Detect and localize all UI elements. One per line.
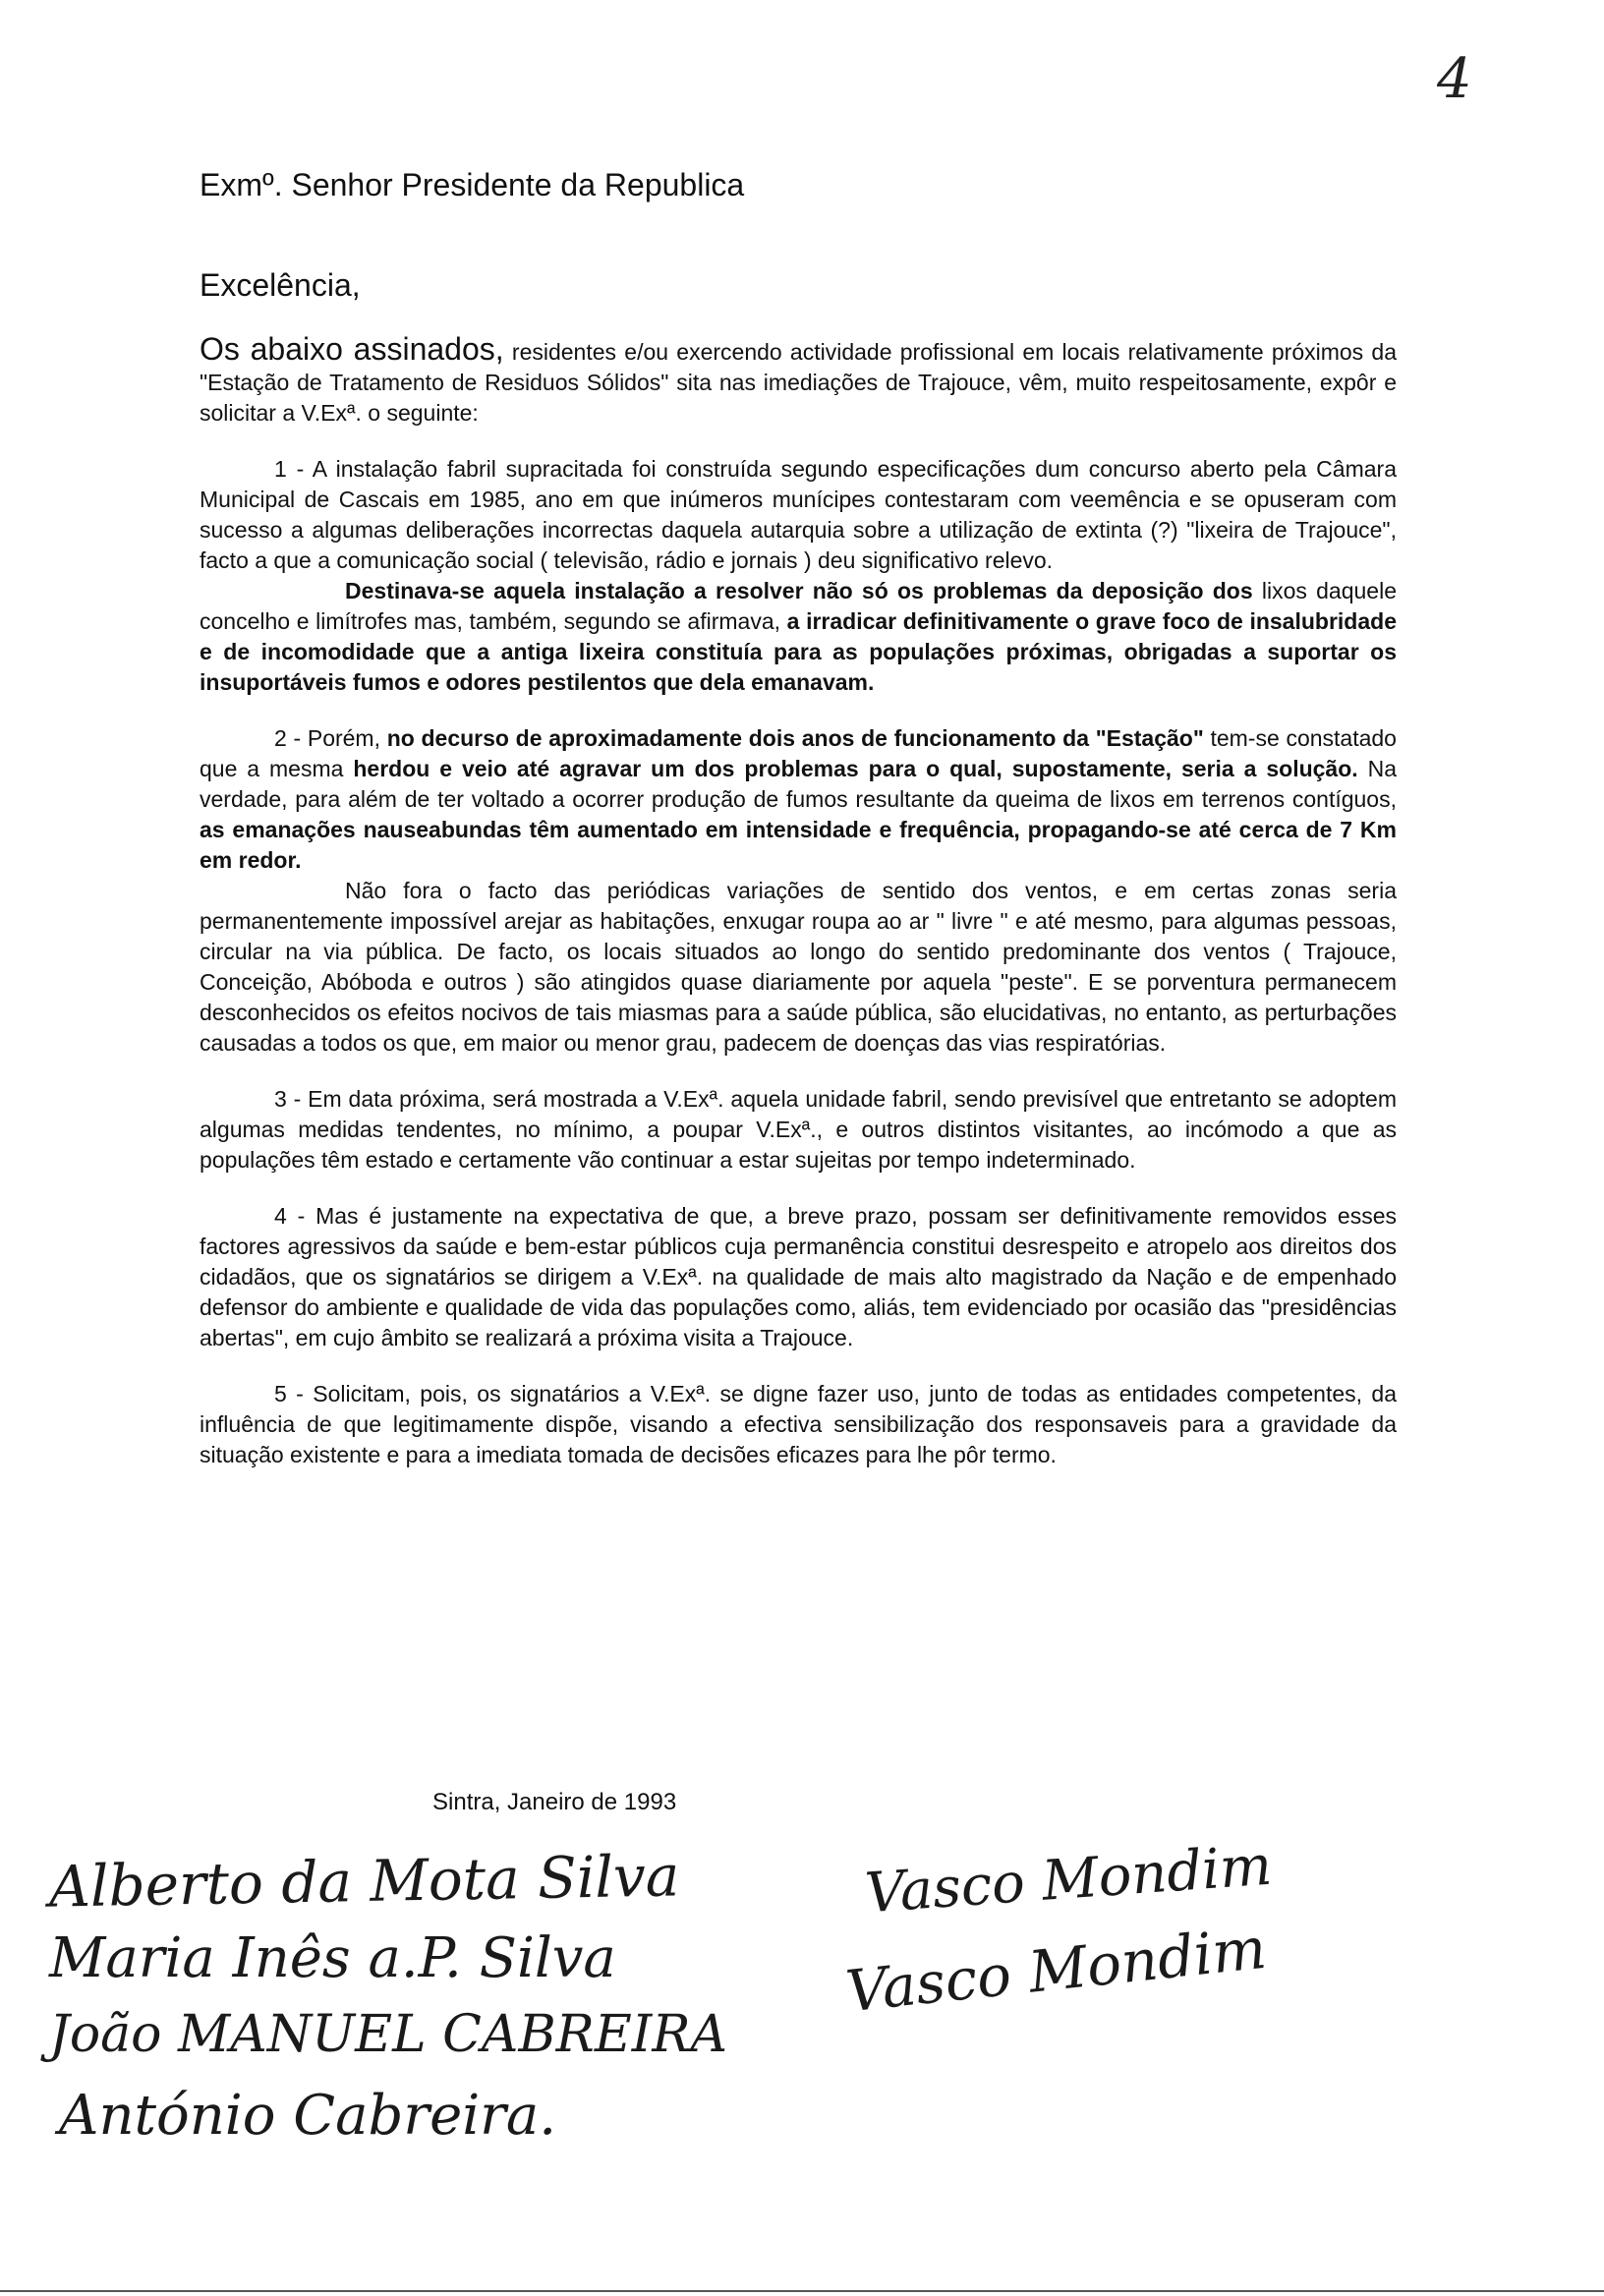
- signature-6: António Cabreira.: [59, 2084, 557, 2148]
- signature-1: Alberto da Mota Silva: [48, 1842, 680, 1921]
- page-number: 4: [1437, 47, 1472, 111]
- p2-a1: 2 - Porém,: [274, 725, 387, 751]
- letter-body: [200, 331, 1398, 1470]
- paragraph-2a: [200, 723, 1397, 876]
- p1-bold-1: Destinava-se aquela instalação a resolver não só os problemas da deposição dos: [345, 578, 1253, 603]
- paragraph-2b: Não fora o facto das periódicas variações de sentido dos ventos, e em certas zonas seria permanentemente impossível arejar as habitações, enxugar roupa ao ar " livre " e até mesmo, para algumas pessoas, circular na via pública. De facto, os locais situados ao longo do sentido predominante dos ventos ( Trajouce, Conceição, Abóboda e outros ) são atingidos quase diariamente por aquela "peste". E se porventura permanecem desconhecidos os efeitos nocivos de tais miasmas para a saúde pública, são elucidativas, no entanto, as perturbações causadas a todos os que, em maior ou menor grau, padecem de doenças das vias respiratórias.: [200, 878, 1397, 1056]
- paragraph-3: 3 - Em data próxima, será mostrada a V.Exª. aquela unidade fabril, sendo previsível que entretanto se adoptem algumas medidas tendentes, no mínimo, a poupar V.Exª., e outros distintos visitantes, ao incómodo a que as populações têm estado e certamente vão continuar a estar sujeitas por tempo indeterminado.: [200, 1086, 1397, 1173]
- p1-bold-2: a irradicar definitivamente o grave foco de insalubridade e de incomodidade que a antiga lixeira constituía para as populações próximas, obrigadas a suportar os insuportáveis fumos e odores pestilentos que dela emanavam.: [200, 608, 1397, 695]
- salutation: Exmº. Senhor Presidente da Republica: [200, 167, 745, 202]
- intro-rest: residentes e/ou exercendo actividade profissional em locais relativamente próximos da "Estação de Tratamento de Residuos Sólidos" sita nas imediações de Trajouce, vêm, muito respeitosamente, expôr e solicitar a V.Exª. o seguinte:: [200, 339, 1398, 426]
- intro-paragraph: [200, 331, 1398, 429]
- p2-a3: tem-se constatado que a mesma: [200, 725, 1397, 781]
- paragraph-1b: [200, 576, 1397, 698]
- intro-lead: Os abaixo assinados,: [200, 331, 504, 367]
- paragraph-1a: 1 - A instalação fabril supracitada foi construída segundo especificações dum concurso aberto pela Câmara Municipal de Cascais em 1985, ano em que inúmeros munícipes contestaram com veemência e se opuseram com sucesso a algumas deliberações incorrectas daquela autarquia sobre a utilização de extinta (?) "lixeira de Trajouce", facto a que a comunicação social ( televisão, rádio e jornais ) deu significativo relevo.: [200, 456, 1397, 573]
- p2-a4: herdou e veio até agravar um dos problemas para o qual, supostamente, seria a solução.: [353, 756, 1358, 781]
- p2-a5: Na verdade, para além de ter voltado a ocorrer produção de fumos resultante da queima de lixos em terrenos contíguos,: [200, 756, 1397, 812]
- p2-a6: as emanações nauseabundas têm aumentado em intensidade e frequência, propagando-se até cerca de 7 Km em redor.: [200, 817, 1397, 873]
- signatures: [39, 1833, 1415, 2172]
- p1-plain: lixos daquele concelho e limítrofes mas, também, segundo se afirmava,: [200, 578, 1398, 634]
- paragraph-4: 4 - Mas é justamente na expectativa de que, a breve prazo, possam ser definitivamente removidos esses factores agressivos da saúde e bem-estar públicos cuja permanência constitui desrespeito e atropelo aos direitos dos cidadãos, que os signatários se dirigem a V.Exª. na qualidade de mais alto magistrado da Nação e de empenhado defensor do ambiente e qualidade de vida das populações como, aliás, tem evidenciado por ocasião das "presidências abertas", em cujo âmbito se realizará a próxima visita a Trajouce.: [200, 1203, 1397, 1350]
- paragraph-5: 5 - Solicitam, pois, os signatários a V.Exª. se digne fazer uso, junto de todas as entidades competentes, da influência de que legitimamente dispõe, visando a efectiva sensibilização dos responsaveis para a gravidade da situação existente e para a imediata tomada de decisões eficazes para lhe pôr termo.: [200, 1381, 1397, 1467]
- scan-edge-line: [0, 2290, 1604, 2292]
- p2-a2: no decurso de aproximadamente dois anos de funcionamento da "Estação": [386, 725, 1204, 751]
- signature-3: Maria Inês a.P. Silva: [49, 1926, 616, 1990]
- signature-4: Vasco Mondim: [842, 1914, 1270, 2026]
- greeting: Excelência,: [200, 267, 361, 303]
- signature-5: João MANUEL CABREIRA: [49, 2005, 728, 2064]
- signature-2: Vasco Mondim: [863, 1833, 1275, 1926]
- place-date: Sintra, Janeiro de 1993: [432, 1789, 677, 1815]
